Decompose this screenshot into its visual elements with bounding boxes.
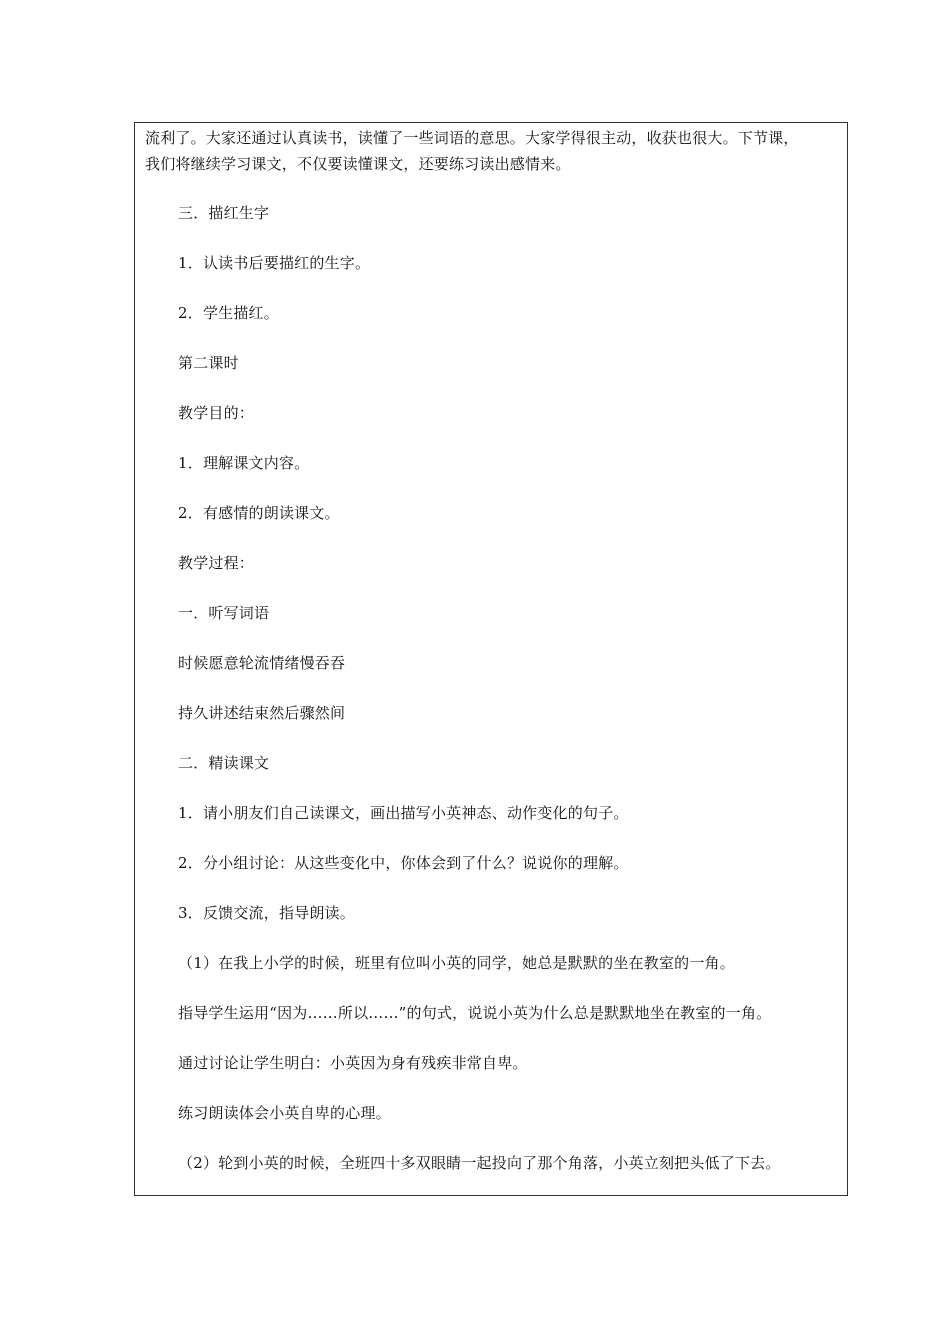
continuation-line-1: 流利了。大家还通过认真读书，读懂了一些词语的意思。大家学得很主动，收获也很大。下节课，: [145, 129, 799, 147]
paragraph: 2．学生描红。: [178, 304, 279, 322]
paragraph: 2．有感情的朗读课文。: [178, 504, 340, 522]
paragraph: 3．反馈交流，指导朗读。: [178, 904, 355, 922]
paragraph: 1．认读书后要描红的生字。: [178, 254, 371, 272]
paragraph: 指导学生运用“因为……所以……”的句式，说说小英为什么总是默默地坐在教室的一角。: [178, 1004, 772, 1022]
paragraph: （2）轮到小英的时候，全班四十多双眼睛一起投向了那个角落，小英立刻把头低了下去。: [178, 1154, 781, 1172]
section-heading-dictation: 一．听写词语: [178, 604, 270, 622]
lesson-period-heading: 第二课时: [178, 354, 239, 372]
paragraph: （1）在我上小学的时候，班里有位叫小英的同学，她总是默默的坐在教室的一角。: [178, 954, 735, 972]
paragraph: 通过讨论让学生明白：小英因为身有残疾非常自卑。: [178, 1054, 528, 1072]
vocabulary-list: 时候愿意轮流情绪慢吞吞: [178, 654, 346, 672]
teaching-objectives-heading: 教学目的：: [178, 404, 255, 422]
paragraph: 练习朗读体会小英自卑的心理。: [178, 1104, 391, 1122]
section-heading-trace-characters: 三．描红生字: [178, 204, 270, 222]
paragraph: 1．请小朋友们自己读课文，画出描写小英神态、动作变化的句子。: [178, 804, 629, 822]
paragraph: 2．分小组讨论：从这些变化中，你体会到了什么？说说你的理解。: [178, 854, 629, 872]
lesson-plan-table-cell: [134, 122, 848, 1196]
paragraph: 1．理解课文内容。: [178, 454, 310, 472]
continuation-line-2: 我们将继续学习课文，不仅要读懂课文，还要练习读出感情来。: [145, 155, 571, 173]
section-heading-close-reading: 二．精读课文: [178, 754, 270, 772]
vocabulary-list: 持久讲述结束然后骤然间: [178, 704, 346, 722]
teaching-process-heading: 教学过程：: [178, 554, 255, 572]
